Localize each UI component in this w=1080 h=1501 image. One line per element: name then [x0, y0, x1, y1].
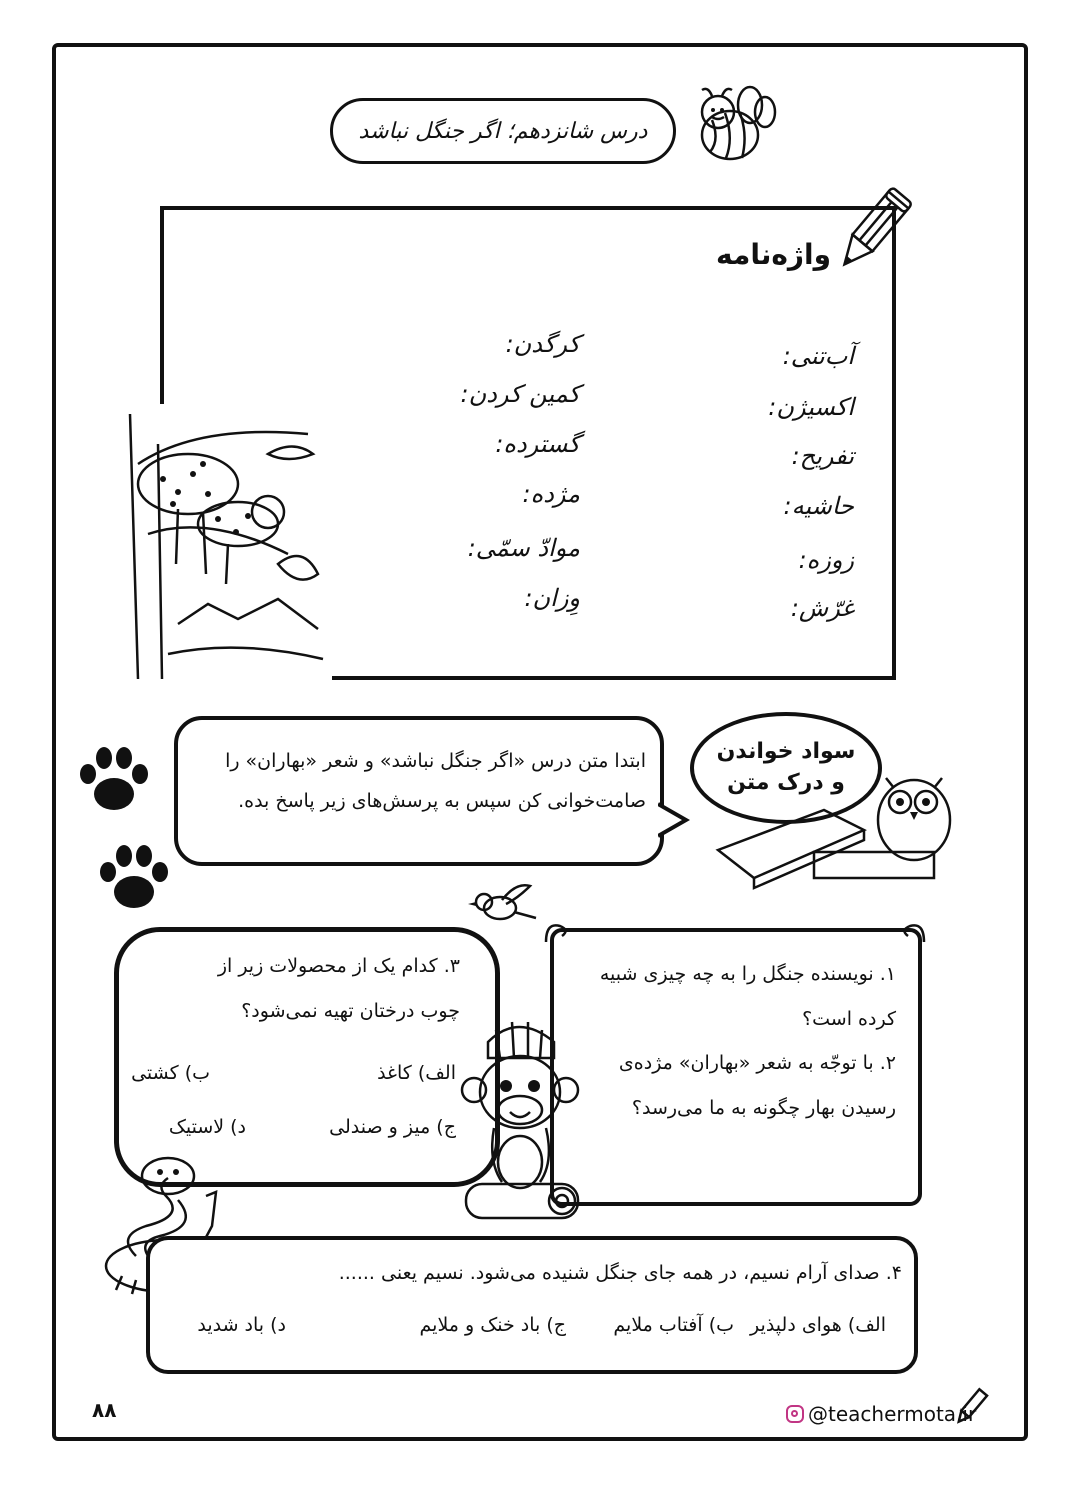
question-line: ۱. نویسنده جنگل را به چه چیزی شبیه	[599, 963, 896, 985]
bubble-tail	[658, 800, 690, 840]
q4-option-d[interactable]: د) باد شدید	[197, 1314, 286, 1336]
instruction-line: صامت‌خوانی کن سپس به پرسش‌های زیر پاسخ بده.	[238, 789, 646, 812]
lesson-title: درس شانزدهم؛ اگر جنگل نباشد	[330, 98, 676, 164]
question-line: چوب درختان تهیه نمی‌شود؟	[241, 999, 460, 1022]
q3-option-a[interactable]: الف) کاغذ	[377, 1062, 456, 1084]
q3-option-d[interactable]: د) لاستیک	[168, 1116, 246, 1138]
q3-option-b[interactable]: ب) کشتی	[131, 1062, 210, 1084]
question-line: ۲. با توجّه به شعر «بهاران» مژده‌ی	[618, 1052, 896, 1075]
instruction-line: ابتدا متن درس «اگر جنگل نباشد» و شعر «بهاران» را	[225, 750, 646, 772]
question-4-text: ۴. صدای آرام نسیم، در همه جای جنگل شنیده می‌شود. نسیم یعنی ......	[338, 1262, 902, 1284]
vocab-item: موادّ سمّی:	[467, 534, 580, 562]
reading-label-line: سواد خواندن	[716, 739, 856, 765]
vocabulary-title: واژه‌نامه	[716, 238, 831, 271]
scroll-curl	[540, 916, 930, 946]
question-line: رسیدن بهار چگونه به ما می‌رسد؟	[631, 1096, 896, 1119]
question-line: ۳. کدام یک از محصولات زیر از	[217, 955, 460, 977]
pencil-icon	[822, 180, 922, 280]
q4-option-c[interactable]: ج) باد خنک و ملایم	[419, 1314, 566, 1336]
q4-option-b[interactable]: ب) آفتاب ملایم	[613, 1314, 734, 1336]
leopard-tree-illustration	[118, 404, 332, 686]
vocab-item: غرّش:	[790, 594, 854, 622]
vocab-item: گسترده:	[495, 430, 580, 458]
owl-icon	[714, 760, 954, 892]
vocab-item: کرگدن:	[505, 330, 580, 358]
vocab-item: تفریح:	[791, 442, 854, 470]
vocab-item: زوزه:	[798, 546, 854, 574]
question-4-box	[146, 1236, 918, 1374]
q3-option-c[interactable]: ج) میز و صندلی	[329, 1116, 456, 1138]
monkey-icon	[458, 1012, 586, 1234]
questions-1-2-text	[578, 952, 896, 1131]
vocab-item: آب‌تنی:	[782, 342, 854, 370]
instruction-text	[196, 742, 646, 822]
paw-icon	[76, 744, 152, 816]
vocab-item: مژده:	[522, 480, 580, 508]
vocab-item: کمین کردن:	[460, 380, 580, 408]
bee-icon	[690, 80, 780, 170]
vocab-item: وِزان:	[524, 584, 580, 612]
paw-icon	[96, 842, 172, 914]
pencil-icon	[948, 1386, 994, 1428]
vocab-item: حاشیه:	[783, 492, 854, 520]
page-number: ۸۸	[92, 1398, 117, 1422]
handle-text: @teachermota.ir	[808, 1402, 977, 1426]
question-3-text	[170, 944, 460, 1033]
question-line: کرده است؟	[802, 1007, 896, 1030]
q4-option-a[interactable]: الف) هوای دلپذیر	[750, 1314, 886, 1336]
reading-label-line: و درک متن	[727, 770, 845, 795]
vocab-item: اکسیژن:	[768, 393, 854, 421]
instagram-icon	[786, 1405, 804, 1423]
bird-icon	[466, 880, 542, 928]
